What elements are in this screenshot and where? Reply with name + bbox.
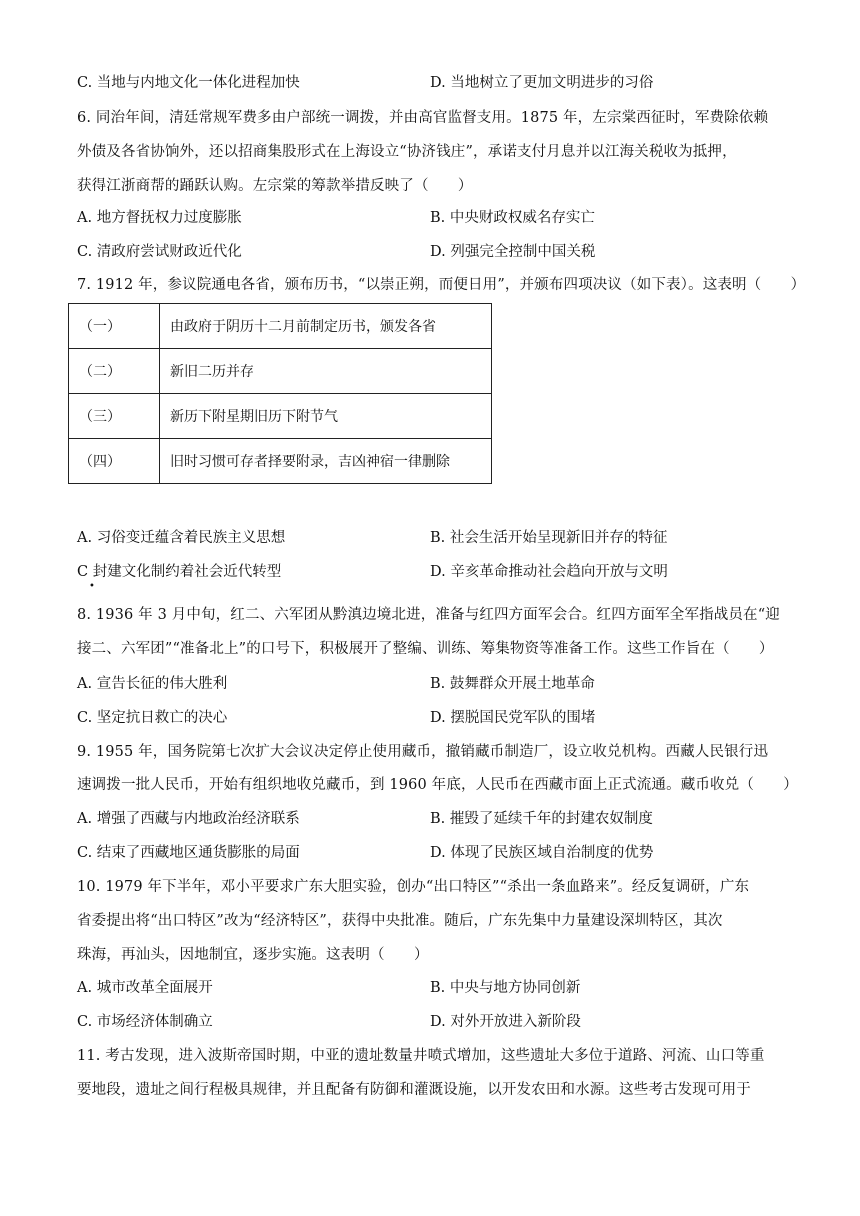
q8-option-c: C. 坚定抗日救亡的决心 [77, 710, 228, 726]
q5-option-d: D. 当地树立了更加文明进步的习俗 [430, 75, 654, 91]
q7-option-c: C 封建文化制约着社会近代转型 [77, 564, 282, 580]
q5-option-c: C. 当地与内地文化一体化进程加快 [77, 75, 300, 91]
table-cell-number: （三） [69, 394, 160, 439]
q9-option-c: C. 结束了西藏地区通货膨胀的局面 [77, 845, 300, 861]
q8-option-d: D. 摆脱国民党军队的围堵 [430, 710, 596, 726]
table-cell-number: （一） [69, 304, 160, 349]
q10-stem-line-1: 10. 1979 年下半年，邓小平要求广东大胆实验，创办“出口特区”“杀出一条血路来”。经反复调研，广东 [77, 879, 750, 895]
q6-stem-line-1: 6. 同治年间，清廷常规军费多由户部统一调拨，并由高官监督支用。1875 年，左宗棠西征时，军费除依赖 [77, 110, 769, 126]
q10-option-d: D. 对外开放进入新阶段 [430, 1014, 581, 1030]
q8-option-a: A. 宣告长征的伟大胜利 [77, 676, 228, 692]
stray-dot-mark: • [89, 581, 95, 592]
q7-resolution-table [68, 303, 492, 484]
q10-stem-line-2: 省委提出将“出口特区”改为“经济特区”，获得中央批准。随后，广东先集中力量建设深圳特区，其次 [77, 913, 723, 929]
q9-option-a: A. 增强了西藏与内地政治经济联系 [77, 811, 300, 827]
q7-stem: 7. 1912 年，参议院通电各省，颁布历书，“以崇正朔，而便日用”，并颁布四项决议（如下表）。这表明（ ） [77, 277, 806, 293]
q10-option-b: B. 中央与地方协同创新 [430, 980, 581, 996]
q9-option-b: B. 摧毁了延续千年的封建农奴制度 [430, 811, 653, 827]
q7-option-a: A. 习俗变迁蕴含着民族主义思想 [77, 530, 286, 546]
q9-stem-line-1: 9. 1955 年，国务院第七次扩大会议决定停止使用藏币，撤销藏币制造厂，设立收兑机构。西藏人民银行迅 [77, 744, 769, 760]
q8-option-b: B. 鼓舞群众开展土地革命 [430, 676, 595, 692]
q6-option-b: B. 中央财政权威名存实亡 [430, 210, 595, 226]
q10-option-c: C. 市场经济体制确立 [77, 1014, 213, 1030]
table-row [69, 349, 492, 394]
q7-option-d: D. 辛亥革命推动社会趋向开放与文明 [430, 564, 668, 580]
q8-stem-line-1: 8. 1936 年 3 月中旬，红二、六军团从黔滇边境北进，准备与红四方面军会合。红四方面军全军指战员在“迎 [77, 607, 780, 623]
table-cell-text: 新旧二历并存 [160, 349, 492, 394]
q6-option-c: C. 清政府尝试财政近代化 [77, 244, 242, 260]
q6-option-d: D. 列强完全控制中国关税 [430, 244, 596, 260]
q8-stem-line-2: 接二、六军团”“准备北上”的口号下，积极展开了整编、训练、筹集物资等准备工作。这些工作旨在（ ） [77, 641, 774, 657]
q9-option-d: D. 体现了民族区域自治制度的优势 [430, 845, 654, 861]
table-cell-text: 旧时习惯可存者择要附录，吉凶神宿一律删除 [160, 439, 492, 484]
q6-stem-line-3: 获得江浙商帮的踊跃认购。左宗棠的筹款举措反映了（ ） [77, 178, 473, 194]
q10-option-a: A. 城市改革全面展开 [77, 980, 213, 996]
table-row [69, 439, 492, 484]
q11-stem-line-2: 要地段，遗址之间行程极具规律，并且配备有防御和灌溉设施，以开发农田和水源。这些考古发现可用于 [77, 1082, 751, 1098]
table-row [69, 304, 492, 349]
q10-stem-line-3: 珠海，再汕头，因地制宜，逐步实施。这表明（ ） [77, 947, 429, 963]
q6-option-a: A. 地方督抚权力过度膨胀 [77, 210, 242, 226]
table-cell-number: （四） [69, 439, 160, 484]
q11-stem-line-1: 11. 考古发现，进入波斯帝国时期，中亚的遗址数量井喷式增加，这些遗址大多位于道路、河流、山口等重 [77, 1048, 765, 1064]
table-cell-text: 由政府于阴历十二月前制定历书，颁发各省 [160, 304, 492, 349]
q9-stem-line-2: 速调拨一批人民币，开始有组织地收兑藏币，到 1960 年底，人民币在西藏市面上正式流通。藏币收兑（ ） [77, 777, 798, 793]
table-cell-text: 新历下附星期旧历下附节气 [160, 394, 492, 439]
q6-stem-line-2: 外债及各省协饷外，还以招商集股形式在上海设立“协济钱庄”，承诺支付月息并以江海关税收为抵押， [77, 144, 737, 160]
q7-option-b: B. 社会生活开始呈现新旧并存的特征 [430, 530, 668, 546]
table-row [69, 394, 492, 439]
table-cell-number: （二） [69, 349, 160, 394]
